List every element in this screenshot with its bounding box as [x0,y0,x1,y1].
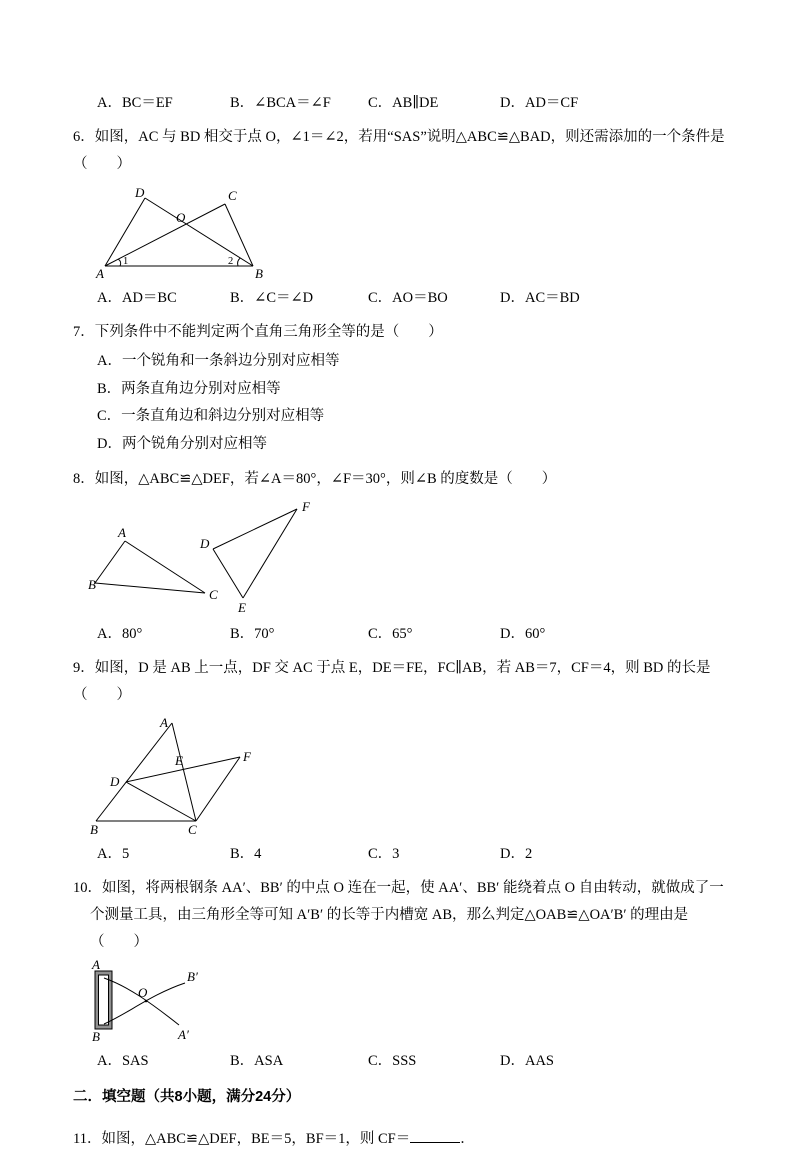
q7-option-d: D．两个锐角分别对应相等 [97,435,267,452]
fig9-label-d: D [110,774,120,789]
q9-options-row [97,841,735,867]
q5-option-c: C．AB∥DE [368,95,439,111]
fig10-label-a: A [92,957,100,972]
q8-option-a: A．80° [97,626,143,642]
fig9-label-c: C [188,822,197,837]
q10-stem: 10．如图，将两根钢条 AA′、BB′ 的中点 O 连在一起，使 AA′、BB′ 能绕着点 O 自由转动，就做成了一个测量工具，由三角形全等可知 A′B′ 的长等于内槽宽 AB，那么判定△OAB≌△OA′B′ 的理由是（ ） [73,880,724,950]
q6-option-d: D．AC＝BD [500,290,580,306]
q11-text-before-blank: 11．如图，△ABC≌△DEF，BE＝5，BF＝1，则 CF＝ [73,1130,411,1147]
section2-title: 二．填空题（共8小题，满分24分） [73,1089,301,1105]
q6-figure [95,186,270,281]
fig8-label-f: F [302,499,310,514]
q11-answer-blank [410,1138,460,1143]
fig10-label-b-prime: B′ [187,969,198,984]
q6-option-c: C．AO＝BO [368,290,448,306]
q8-option-d: D．60° [500,626,546,642]
fig9-label-e: E [175,753,183,768]
fig6-label-b: B [255,266,263,281]
q5-option-a: A．BC＝EF [97,95,173,111]
fig10-label-b: B [92,1029,100,1044]
q6-options-row [97,285,735,311]
q5-options-row [97,90,735,116]
q6-option-a: A．AD＝BC [97,290,177,306]
fig6-label-a: A [96,266,104,281]
q8-stem: 8．如图，△ABC≌△DEF，若∠A＝80°，∠F＝30°，则∠B 的度数是（ ） [73,471,557,487]
fig8-label-e: E [238,600,246,615]
q10-options-row [97,1048,735,1074]
fig9-lines [96,723,240,821]
fig9-label-a: A [160,715,168,730]
q11-stem [73,1126,735,1153]
fig6-label-o: O [176,210,186,225]
fig6-label-angle2: 2 [228,256,234,267]
q9-option-a: A．5 [97,846,130,862]
fig6-label-c: C [228,188,237,203]
fig10-caliper-shapes [95,971,185,1029]
q11-text-after-blank: ． [460,1130,475,1147]
fig8-lines [95,509,297,598]
q7-option-b: B．两条直角边分别对应相等 [97,380,281,397]
q9-option-d: D．2 [500,846,533,862]
fig9-label-b: B [90,822,98,837]
fig8-label-b: B [88,577,96,592]
q9-figure [90,715,262,837]
q7-options-list [97,348,735,458]
q10-option-b: B．ASA [230,1053,284,1069]
q10-option-a: A．SAS [97,1053,149,1069]
q9-stem: 9．如图，D 是 AB 上一点，DF 交 AC 于点 E，DE＝FE，FC∥AB，若 AB＝7，CF＝4，则 BD 的长是（ ） [73,660,711,703]
q6-option-b: B．∠C＝∠D [230,290,314,306]
q10-figure [92,957,210,1044]
fig10-label-a-prime: A′ [178,1027,189,1042]
q6-stem: 6．如图，AC 与 BD 相交于点 O，∠1＝∠2，若用“SAS”说明△ABC≌△BAD，则还需添加的一个条件是（ ） [73,129,725,172]
fig6-label-d: D [135,185,145,200]
q5-option-d: D．AD＝CF [500,95,579,111]
q10-option-c: C．SSS [368,1053,417,1069]
q8-option-c: C．65° [368,626,413,642]
fig6-label-angle1: 1 [123,256,129,267]
fig10-label-o: O [138,985,148,1000]
q8-option-b: B．70° [230,626,275,642]
q10-option-d: D．AAS [500,1053,554,1069]
q7-stem: 7．下列条件中不能判定两个直角三角形全等的是（ ） [73,324,443,340]
q8-options-row [97,621,735,647]
fig9-label-f: F [243,749,251,764]
fig8-label-c: C [209,587,218,602]
fig8-label-a: A [118,525,126,540]
q9-option-c: C．3 [368,846,400,862]
fig8-label-d: D [200,536,210,551]
q5-option-b: B．∠BCA＝∠F [230,95,331,111]
q7-option-c: C．一条直角边和斜边分别对应相等 [97,408,325,424]
q8-figure [88,499,338,617]
q7-option-a: A．一个锐角和一条斜边分别对应相等 [97,353,340,369]
q9-option-b: B．4 [230,846,262,862]
